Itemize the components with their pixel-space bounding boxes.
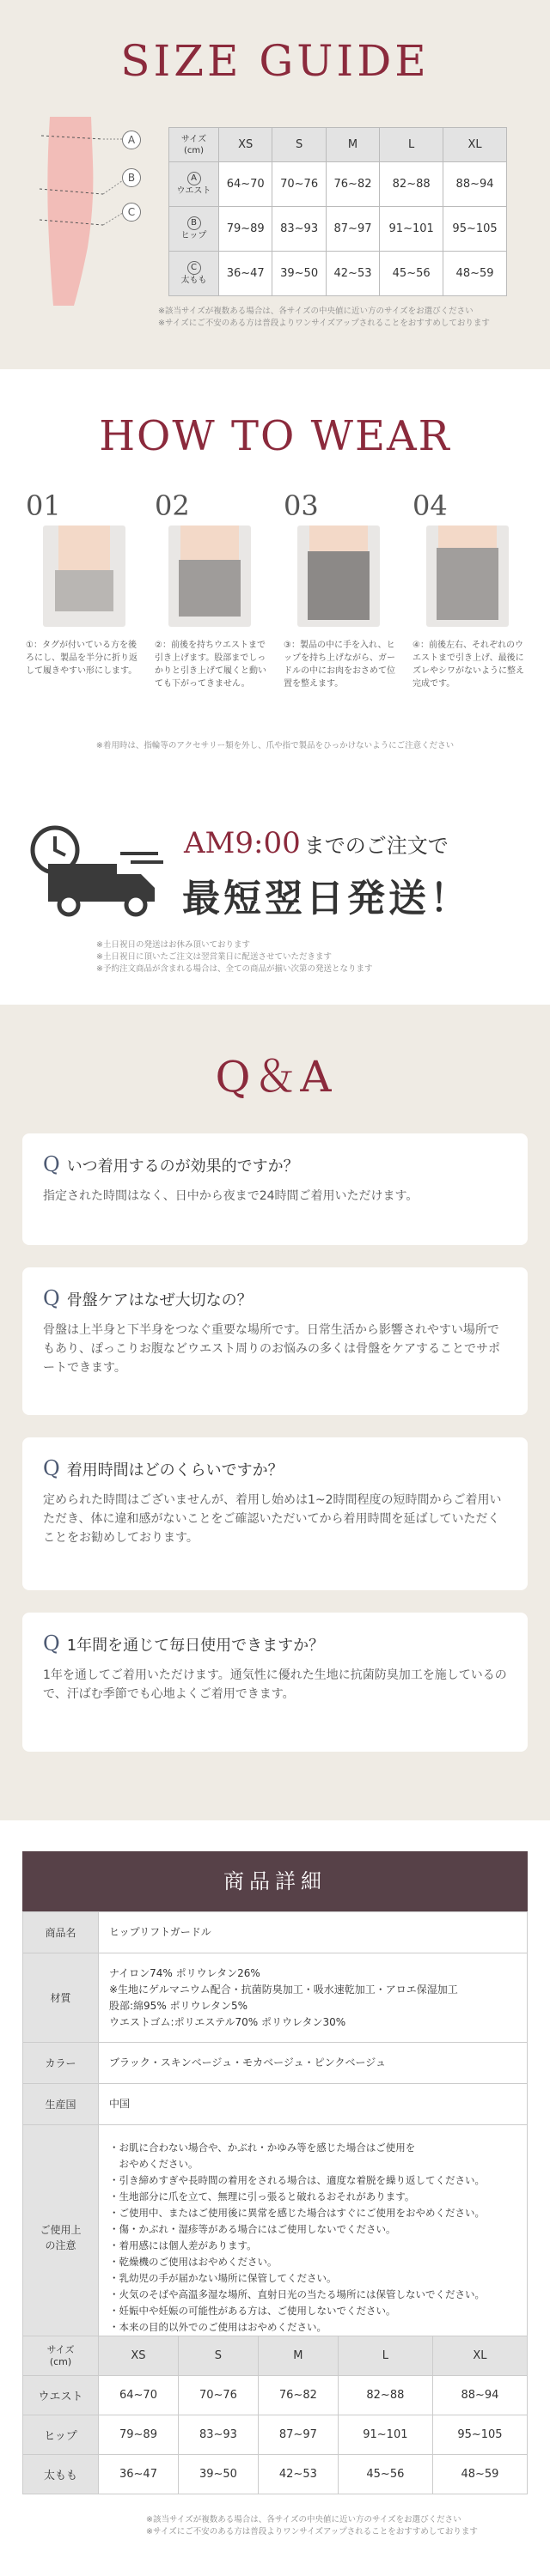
detail-line: おやめください。 bbox=[109, 2157, 199, 2170]
size-note: ※サイズにご不安のある方は普段よりワンサイズアップされることをおすすめしております bbox=[158, 319, 490, 328]
detail-line: ・火気のそばや高温多湿な場所、直射日光の当たる場所には保管しないでください。 bbox=[109, 2287, 485, 2300]
q-icon: Q bbox=[43, 1456, 60, 1480]
table-row bbox=[23, 2043, 528, 2084]
detail-note: ※サイズにご不安のある方は普段よりワンサイズアップされることをおすすめしております bbox=[146, 2527, 478, 2537]
step-1-image bbox=[43, 526, 125, 627]
table-cell: 70~76 bbox=[272, 162, 326, 207]
detail-line: ・生地部分に爪を立て、無理に引っ張ると破れるおそれがあります。 bbox=[109, 2190, 415, 2202]
qa-answer: 指定された時間はなく、日中から夜まで24時間ご着用いただけます。 bbox=[43, 1189, 419, 1203]
table-cell: 76~82 bbox=[258, 2376, 338, 2415]
detail-key: 生産国 bbox=[23, 2084, 99, 2125]
qa-card bbox=[22, 1437, 528, 1590]
qa-answer: 定められた時間はございませんが、着用し始めは1~2時間程度の短時間からご着用いただき、体に違和感がないことをご確認いただいてから着用時間を延ばしていただくことをお勧めしております。 bbox=[43, 1493, 502, 1545]
size-header-l: L bbox=[338, 2336, 432, 2376]
detail-value: ヒップリフトガードル bbox=[99, 1912, 528, 1953]
detail-line: ・お肌に合わない場合や、かぶれ・かゆみ等を感じた場合はご使用を bbox=[109, 2141, 416, 2154]
size-header-s: S bbox=[272, 128, 326, 162]
table-row bbox=[23, 1953, 528, 2043]
detail-value bbox=[99, 2125, 528, 2350]
qa-question: いつ着用するのが効果的ですか？ bbox=[66, 1157, 299, 1176]
detail-key: ご使用上 の注意 bbox=[23, 2125, 99, 2350]
step-text: ③：製品の中に手を入れ、ヒップを持ち上げながら、ガードルの中にお肉をおさめて位置を整えます。 bbox=[284, 641, 395, 689]
table-cell: 91~101 bbox=[338, 2415, 432, 2455]
table-cell: 42~53 bbox=[326, 252, 379, 296]
size-header-cell: サイズ (cm) bbox=[169, 128, 219, 162]
table-cell: 88~94 bbox=[432, 2376, 527, 2415]
table-cell: 39~50 bbox=[178, 2455, 258, 2494]
table-cell: 48~59 bbox=[432, 2455, 527, 2494]
how-to-wear-section bbox=[0, 369, 550, 781]
shipping-suffix: までのご注文で bbox=[303, 834, 449, 858]
qa-card bbox=[22, 1267, 528, 1415]
table-cell: 39~50 bbox=[272, 252, 326, 296]
size-header-xl: XL bbox=[432, 2336, 527, 2376]
table-cell: 95~105 bbox=[432, 2415, 527, 2455]
detail-line: 股部:綿95% ポリウレタン5% bbox=[109, 1999, 248, 2012]
step-text: ②：前後を持ちウエストまで引き上げます。股部までしっかりと引き上げて履くと動いても下がってきません。 bbox=[155, 641, 266, 689]
table-cell: 83~93 bbox=[272, 207, 326, 252]
step-3-image bbox=[297, 526, 380, 627]
delivery-truck-icon bbox=[21, 817, 167, 920]
detail-notes bbox=[146, 2514, 541, 2538]
product-detail-section bbox=[0, 1820, 550, 2576]
detail-line: ウエストゴム:ポリエステル70% ポリウレタン30% bbox=[109, 2015, 346, 2028]
table-cell: 82~88 bbox=[338, 2376, 432, 2415]
shipping-deadline bbox=[184, 826, 449, 860]
table-row bbox=[23, 2455, 528, 2494]
step-2-image bbox=[168, 526, 251, 627]
table-cell: 87~97 bbox=[326, 207, 379, 252]
detail-key: 商品名 bbox=[23, 1912, 99, 1953]
table-row bbox=[23, 2376, 528, 2415]
table-cell: 48~59 bbox=[443, 252, 507, 296]
step-1 bbox=[26, 489, 138, 677]
detail-line: ナイロン74% ポリウレタン26% bbox=[109, 1966, 260, 1979]
row-label: B ヒップ bbox=[169, 207, 219, 252]
qa-card bbox=[22, 1613, 528, 1752]
detail-line: ※生地にゲルマニウム配合・抗菌防臭加工・吸水速乾加工・アロエ保湿加工 bbox=[109, 1983, 458, 1996]
table-row bbox=[23, 2336, 528, 2376]
table-cell: 70~76 bbox=[178, 2376, 258, 2415]
table-cell: 82~88 bbox=[380, 162, 443, 207]
detail-line: ・乳幼児の手が届かない場所に保管してください。 bbox=[109, 2271, 337, 2284]
size-header-s: S bbox=[178, 2336, 258, 2376]
table-cell: 88~94 bbox=[443, 162, 507, 207]
size-header-cell: サイズ (cm) bbox=[23, 2336, 99, 2376]
shipping-note: ※予約注文商品が含まれる場合は、全ての商品が揃い次第の発送となります bbox=[96, 964, 373, 974]
q-icon: Q bbox=[43, 1286, 60, 1310]
shipping-time: AM9:00 bbox=[184, 826, 301, 860]
qa-question: 着用時間はどのくらいですか？ bbox=[66, 1461, 284, 1479]
shipping-headline: 最短翌日発送！ bbox=[182, 877, 471, 920]
qa-card bbox=[22, 1133, 528, 1245]
table-cell: 42~53 bbox=[258, 2455, 338, 2494]
detail-header: 商品詳細 bbox=[22, 1851, 528, 1911]
table-cell: 83~93 bbox=[178, 2415, 258, 2455]
q-icon: Q bbox=[43, 1631, 60, 1656]
qa-section bbox=[0, 1005, 550, 1820]
marker-c: C bbox=[122, 203, 141, 222]
detail-line: ・引き締めすぎや長時間の着用をされる場合は、適度な着脱を繰り返してください。 bbox=[109, 2173, 485, 2186]
table-row bbox=[169, 252, 507, 296]
step-number: 01 bbox=[26, 489, 61, 522]
table-row bbox=[169, 207, 507, 252]
qa-title: Q＆A bbox=[215, 1052, 335, 1102]
size-guide-title: SIZE GUIDE bbox=[120, 36, 430, 86]
detail-table bbox=[22, 1911, 528, 2350]
shipping-section bbox=[0, 781, 550, 1005]
qa-question: 1年間を通じて毎日使用できますか？ bbox=[66, 1637, 325, 1655]
detail-key: 材質 bbox=[23, 1953, 99, 2043]
table-cell: 36~47 bbox=[99, 2455, 179, 2494]
table-cell: 36~47 bbox=[219, 252, 272, 296]
row-label: 太もも bbox=[23, 2455, 99, 2494]
size-note: ※該当サイズが複数ある場合は、各サイズの中央値に近い方のサイズをお選びください bbox=[158, 307, 474, 316]
size-header-xs: XS bbox=[219, 128, 272, 162]
marker-b: B bbox=[122, 168, 141, 187]
detail-line: ・傷・かぶれ・湿疹等がある場合にはご使用しないでください。 bbox=[109, 2222, 396, 2235]
size-table bbox=[168, 127, 507, 296]
table-row bbox=[23, 2084, 528, 2125]
detail-size-table bbox=[22, 2336, 528, 2494]
table-row bbox=[169, 162, 507, 207]
marker-a: A bbox=[122, 131, 141, 149]
table-cell: 79~89 bbox=[99, 2415, 179, 2455]
detail-value: ブラック・スキンベージュ・モカベージュ・ピンクベージュ bbox=[99, 2043, 528, 2084]
size-header-xs: XS bbox=[99, 2336, 179, 2376]
detail-value bbox=[99, 1953, 528, 2043]
table-cell: 87~97 bbox=[258, 2415, 338, 2455]
step-3 bbox=[284, 489, 395, 690]
size-header-m: M bbox=[326, 128, 379, 162]
qa-answer: 骨盤は上半身と下半身をつなぐ重要な場所です。日常生活から影響されやすい場所でもあり、ぽっこりお腹などウエスト周りのお悩みの多くは骨盤をケアすることでサポートできます。 bbox=[43, 1323, 500, 1375]
table-cell: 95~105 bbox=[443, 207, 507, 252]
step-4 bbox=[412, 489, 524, 690]
table-cell: 45~56 bbox=[380, 252, 443, 296]
table-row bbox=[23, 1912, 528, 1953]
size-guide-section bbox=[0, 0, 550, 369]
shipping-notes bbox=[96, 939, 509, 975]
table-cell: 79~89 bbox=[219, 207, 272, 252]
step-text: ④：前後左右、それぞれのウエストまで引き上げ、最後にズレやシワがないように整え完成です。 bbox=[412, 641, 524, 689]
row-label: C 太もも bbox=[169, 252, 219, 296]
size-header-m: M bbox=[258, 2336, 338, 2376]
row-label: A ウエスト bbox=[169, 162, 219, 207]
row-label: ウエスト bbox=[23, 2376, 99, 2415]
size-header-xl: XL bbox=[443, 128, 507, 162]
table-cell: 64~70 bbox=[219, 162, 272, 207]
qa-question: 骨盤ケアはなぜ大切なの？ bbox=[66, 1291, 253, 1309]
table-cell: 45~56 bbox=[338, 2455, 432, 2494]
size-header-l: L bbox=[380, 128, 443, 162]
detail-line: ・妊娠中や妊娠の可能性がある方は、ご使用しないでください。 bbox=[109, 2304, 396, 2317]
size-notes bbox=[158, 306, 536, 330]
qa-answer: 1年を通してご着用いただけます。通気性に優れた生地に抗菌防臭加工を施しているので、汗ばむ季節でも心地よくご着用できます。 bbox=[43, 1668, 507, 1701]
detail-note: ※該当サイズが複数ある場合は、各サイズの中央値に近い方のサイズをお選びください bbox=[146, 2515, 461, 2524]
row-label: ヒップ bbox=[23, 2415, 99, 2455]
how-to-wear-title: HOW TO WEAR bbox=[99, 412, 451, 460]
step-text: ①：タグが付いている方を後ろにし、製品を半分に折り返して履きやすい形にします。 bbox=[26, 641, 138, 676]
detail-line: ・本来の目的以外でのご使用はおやめください。 bbox=[109, 2320, 327, 2333]
shipping-note: ※土日祝日に頂いたご注文は翌営業日に配送させていただきます bbox=[96, 952, 332, 962]
detail-value: 中国 bbox=[99, 2084, 528, 2125]
detail-line: ・乾燥機のご使用はおやめください。 bbox=[109, 2255, 278, 2268]
shipping-note: ※土日祝日の発送はお休み頂いております bbox=[96, 940, 250, 950]
how-to-wear-note: ※着用時は、指輪等のアクセサリー類を外し、爪や指で製品をひっかけないようにご注意ください bbox=[95, 741, 455, 750]
q-icon: Q bbox=[43, 1152, 60, 1176]
table-cell: 76~82 bbox=[326, 162, 379, 207]
table-cell: 91~101 bbox=[380, 207, 443, 252]
detail-line: ・ご使用中、またはご使用後に異常を感じた場合はすぐにご使用をおやめください。 bbox=[109, 2206, 485, 2219]
table-row bbox=[23, 2415, 528, 2455]
detail-key: カラー bbox=[23, 2043, 99, 2084]
table-row bbox=[23, 2125, 528, 2350]
table-cell: 64~70 bbox=[99, 2376, 179, 2415]
step-number: 04 bbox=[412, 489, 448, 522]
step-4-image bbox=[426, 526, 509, 627]
step-number: 02 bbox=[155, 489, 190, 522]
step-2 bbox=[155, 489, 266, 690]
detail-line: ・着用感には個人差があります。 bbox=[109, 2239, 257, 2251]
step-number: 03 bbox=[284, 489, 319, 522]
